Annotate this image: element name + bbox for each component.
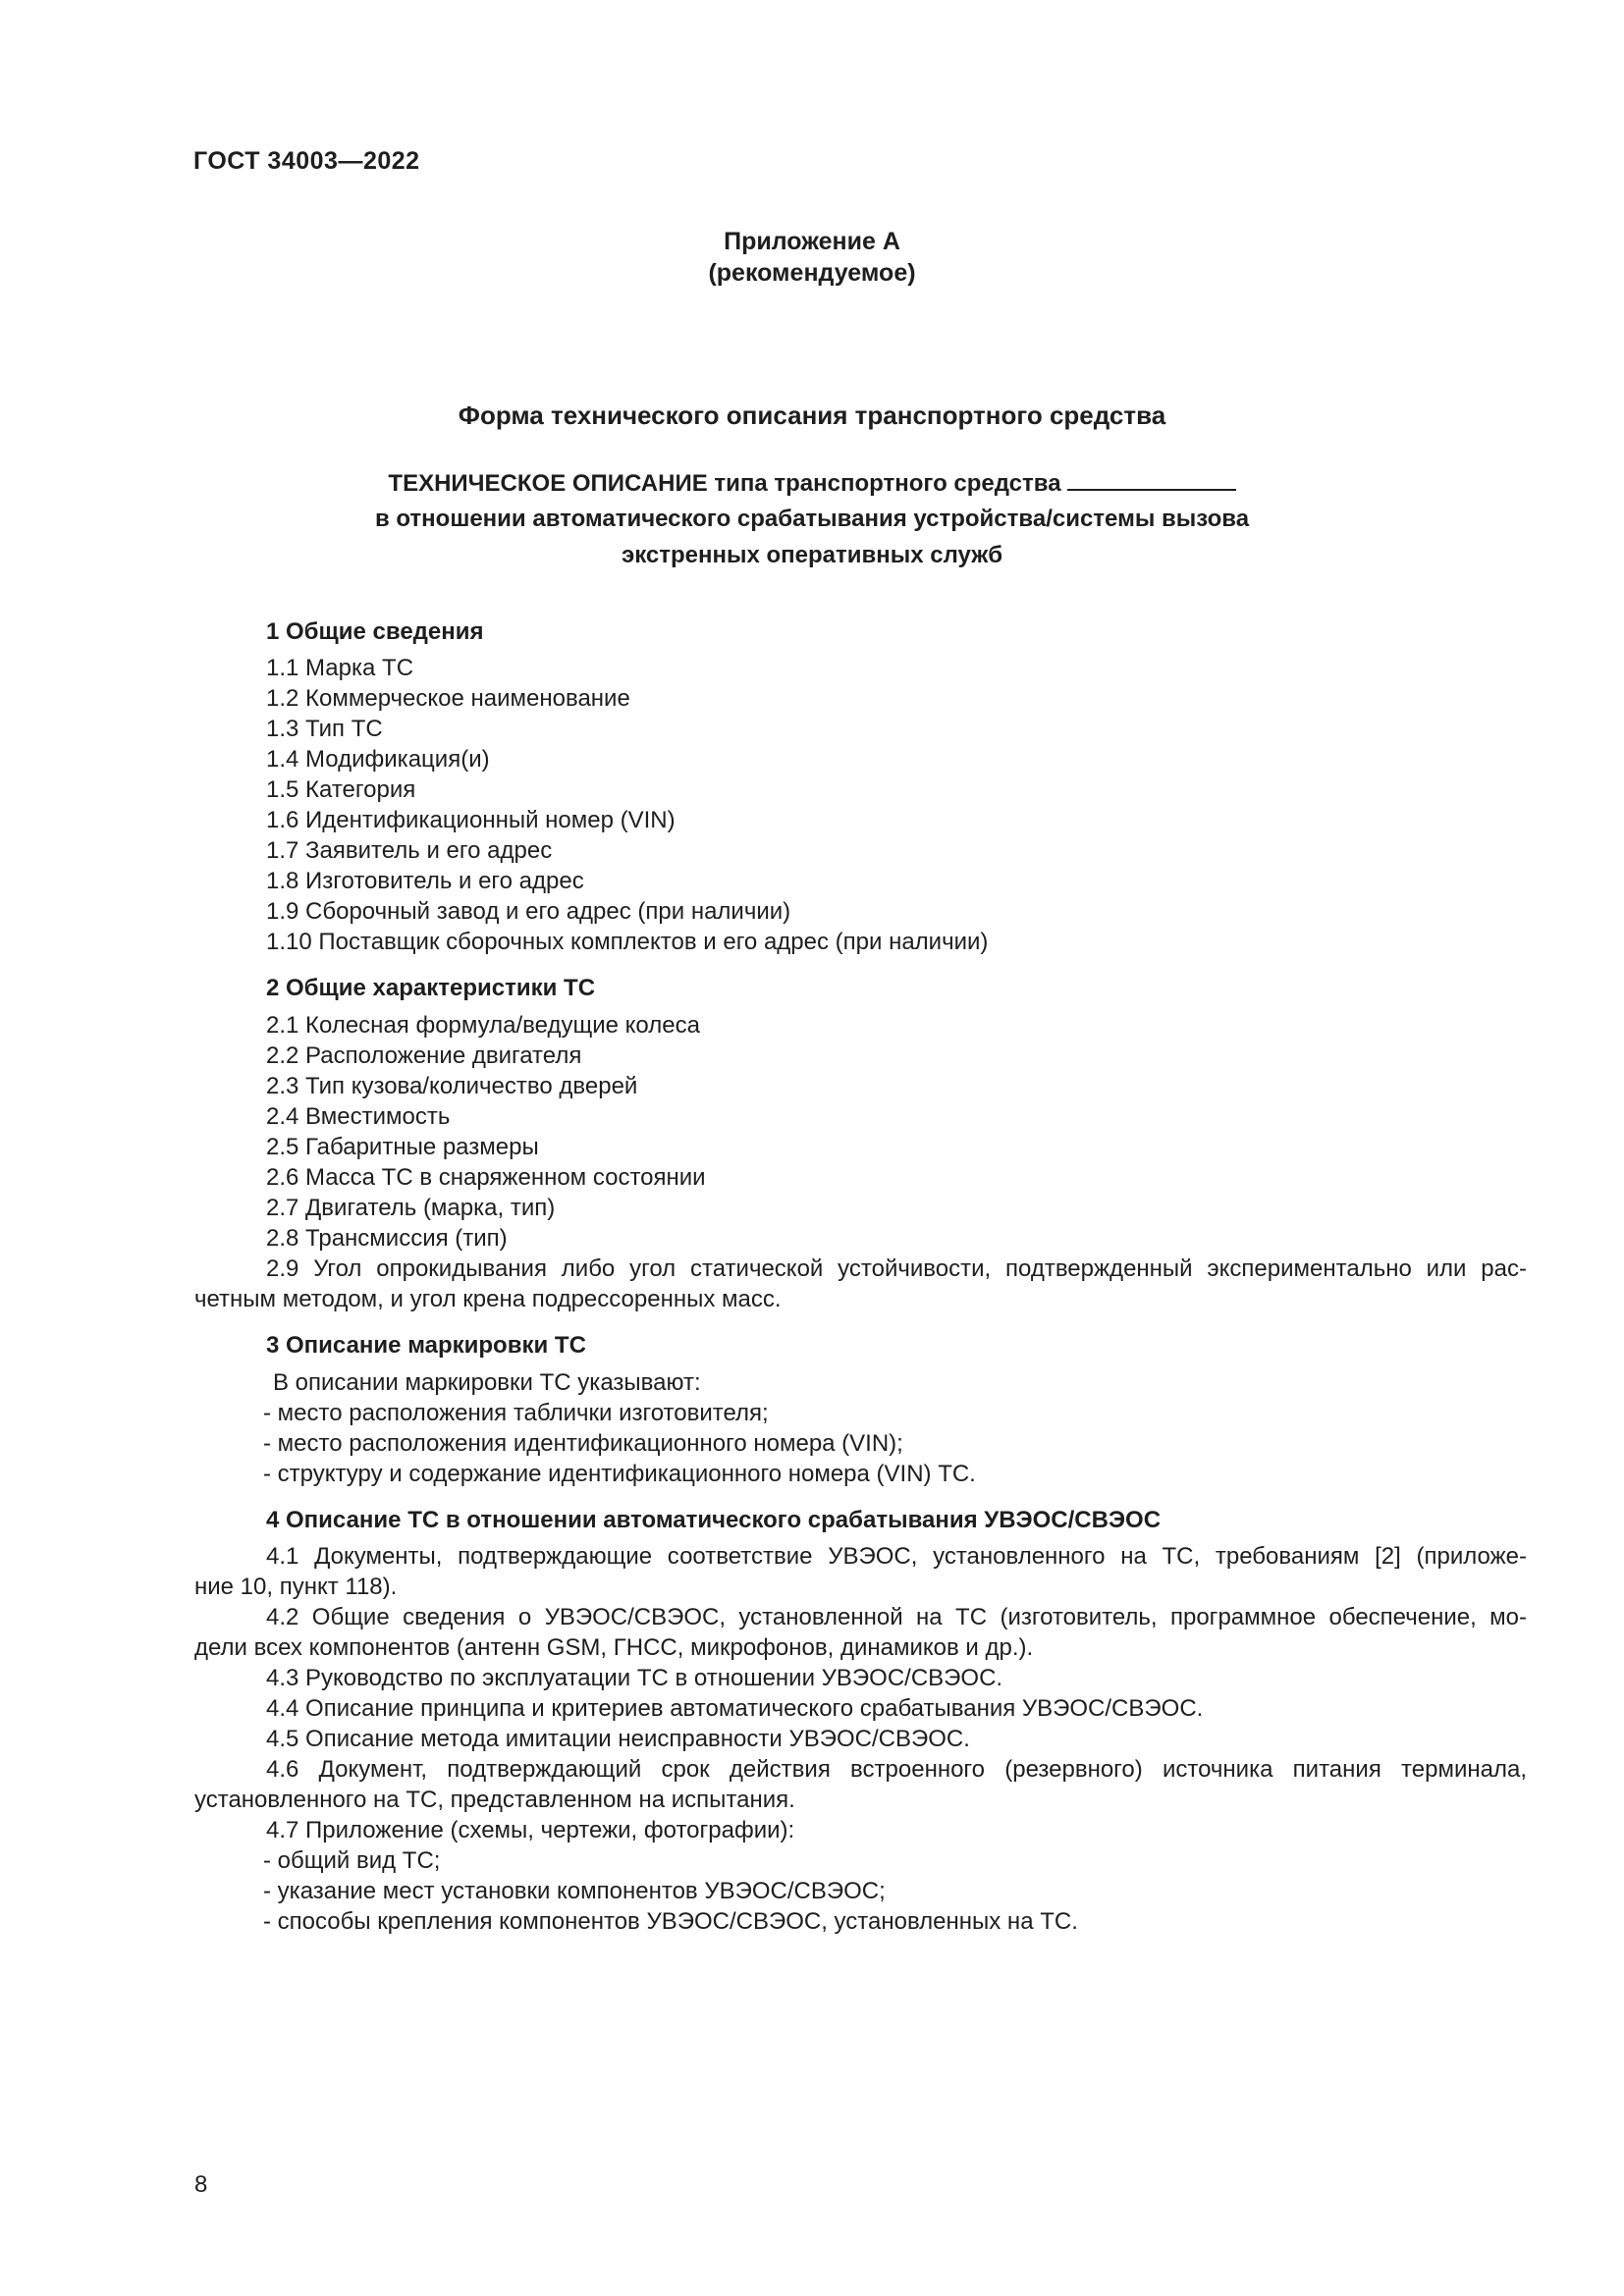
paragraph-4-7: 4.7 Приложение (схемы, чертежи, фотографии): xyxy=(266,1817,795,1843)
appendix-type: (рекомендуемое) xyxy=(708,259,916,287)
bullet-item: - место расположения таблички изготовителя; xyxy=(263,1400,769,1426)
list-item: 2.2 Расположение двигателя xyxy=(266,1042,582,1069)
paragraph-4-4: 4.4 Описание принципа и критериев автоматического срабатывания УВЭОС/СВЭОС. xyxy=(266,1695,1204,1722)
list-item: 2.1 Колесная формула/ведущие колеса xyxy=(266,1012,700,1039)
appendix-title: Приложение А xyxy=(724,228,900,255)
paragraph-4-5: 4.5 Описание метода имитации неисправности УВЭОС/СВЭОС. xyxy=(266,1726,970,1752)
list-item: 2.8 Трансмиссия (тип) xyxy=(266,1225,508,1252)
list-item: 1.1 Марка ТС xyxy=(266,655,414,681)
doc-title-line1: ТЕХНИЧЕСКОЕ ОПИСАНИЕ типа транспортного средства xyxy=(0,467,1624,498)
bullet-item: - указание мест установки компонентов УВЭОС/СВЭОС; xyxy=(263,1878,886,1904)
list-item: 2.5 Габаритные размеры xyxy=(266,1134,539,1160)
form-title: Форма технического описания транспортного средства xyxy=(458,400,1166,430)
doc-title-line3: экстренных оперативных служб xyxy=(621,542,1003,568)
paragraph-2-9-b: четным методом, и угол крена подрессоренных масс. xyxy=(194,1286,782,1312)
paragraph-4-2-b: дели всех компонентов (антенн GSM, ГНСС, микрофонов, динамиков и др.). xyxy=(194,1634,1034,1661)
list-item: 1.5 Категория xyxy=(266,776,416,803)
paragraph-2-9-a: 2.9 Угол опрокидывания либо угол статической устойчивости, подтвержденный экспериментально или рас- xyxy=(266,1255,1527,1282)
list-item: 1.3 Тип ТС xyxy=(266,716,383,742)
bullet-item: - структуру и содержание идентификационного номера (VIN) ТС. xyxy=(263,1461,976,1487)
paragraph-4-2-a: 4.2 Общие сведения о УВЭОС/СВЭОС, установленной на ТС (изготовитель, программное обеспечение, мо- xyxy=(266,1604,1527,1630)
list-item: 1.10 Поставщик сборочных комплектов и его адрес (при наличии) xyxy=(266,929,989,955)
doc-title-line2: в отношении автоматического срабатывания устройства/системы вызова xyxy=(374,506,1250,532)
list-item: 1.9 Сборочный завод и его адрес (при наличии) xyxy=(266,898,791,925)
list-item: 2.7 Двигатель (марка, тип) xyxy=(266,1195,556,1221)
bullet-item: - место расположения идентификационного номера (VIN); xyxy=(263,1430,903,1457)
list-item: 1.8 Изготовитель и его адрес xyxy=(266,868,584,894)
section-2-title: 2 Общие характеристики ТС xyxy=(266,975,596,1001)
bullet-item: - общий вид ТС; xyxy=(263,1847,441,1874)
list-item: 2.6 Масса ТС в снаряженном состоянии xyxy=(266,1164,706,1191)
paragraph-4-6-b: установленного на ТС, представленном на испытания. xyxy=(194,1787,795,1813)
list-item: 1.7 Заявитель и его адрес xyxy=(266,837,553,864)
section-3-title: 3 Описание маркировки ТС xyxy=(266,1332,586,1359)
paragraph-4-1-a: 4.1 Документы, подтверждающие соответствие УВЭОС, установленного на ТС, требованиям [2] (приложе- xyxy=(266,1543,1527,1570)
page-number: 8 xyxy=(194,2171,208,2198)
section-3-intro: В описании маркировки ТС указывают: xyxy=(273,1369,701,1396)
list-item: 2.4 Вместимость xyxy=(266,1103,451,1130)
document-id: ГОСТ 34003—2022 xyxy=(193,147,420,175)
paragraph-4-6-a: 4.6 Документ, подтверждающий срок действия встроенного (резервного) источника питания терминала, xyxy=(266,1756,1527,1783)
paragraph-4-1-b: ние 10, пункт 118). xyxy=(194,1574,398,1600)
list-item: 1.4 Модификация(и) xyxy=(266,746,490,773)
section-4-title: 4 Описание ТС в отношении автоматического срабатывания УВЭОС/СВЭОС xyxy=(266,1507,1162,1533)
paragraph-4-3: 4.3 Руководство по эксплуатации ТС в отношении УВЭОС/СВЭОС. xyxy=(266,1665,1003,1691)
list-item: 1.6 Идентификационный номер (VIN) xyxy=(266,807,676,833)
blank-field xyxy=(1067,467,1236,491)
section-1-title: 1 Общие сведения xyxy=(266,618,484,645)
list-item: 1.2 Коммерческое наименование xyxy=(266,685,630,712)
list-item: 2.3 Тип кузова/количество дверей xyxy=(266,1073,638,1099)
bullet-item: - способы крепления компонентов УВЭОС/СВЭОС, установленных на ТС. xyxy=(263,1908,1078,1935)
